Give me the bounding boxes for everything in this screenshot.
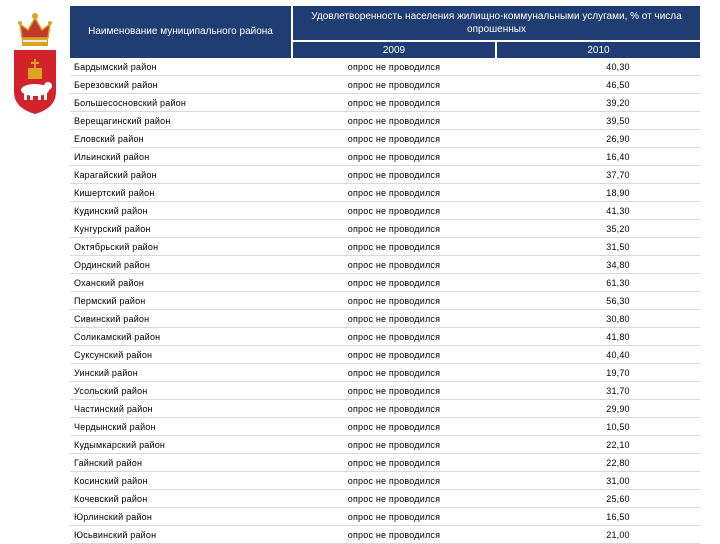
- table-row: [70, 238, 700, 256]
- value-2010: 37,70: [496, 166, 700, 184]
- district-name: Верещагинский район: [70, 112, 292, 130]
- table-body: [70, 58, 700, 544]
- table-row: [70, 58, 700, 76]
- value-2009: опрос не проводился: [292, 472, 496, 490]
- value-2009: опрос не проводился: [292, 256, 496, 274]
- value-2010: 16,40: [496, 148, 700, 166]
- table-row: [70, 472, 700, 490]
- value-2010: 46,50: [496, 76, 700, 94]
- table-row: [70, 184, 700, 202]
- value-2009: опрос не проводился: [292, 76, 496, 94]
- value-2010: 40,40: [496, 346, 700, 364]
- value-2009: опрос не проводился: [292, 508, 496, 526]
- table-row: [70, 166, 700, 184]
- district-name: Оханский район: [70, 274, 292, 292]
- table-row: [70, 400, 700, 418]
- value-2009: опрос не проводился: [292, 436, 496, 454]
- value-2010: 16,50: [496, 508, 700, 526]
- value-2009: опрос не проводился: [292, 274, 496, 292]
- column-header-satisfaction: Удовлетворенность населения жилищно-коммунальными услугами, % от числа опрошенных: [292, 6, 700, 41]
- value-2009: опрос не проводился: [292, 58, 496, 76]
- table-row: [70, 418, 700, 436]
- value-2009: опрос не проводился: [292, 382, 496, 400]
- value-2010: 18,90: [496, 184, 700, 202]
- value-2009: опрос не проводился: [292, 94, 496, 112]
- table-row: [70, 292, 700, 310]
- value-2010: 29,90: [496, 400, 700, 418]
- district-name: Карагайский район: [70, 166, 292, 184]
- value-2009: опрос не проводился: [292, 130, 496, 148]
- value-2010: 41,30: [496, 202, 700, 220]
- column-header-2010: 2010: [496, 41, 700, 58]
- value-2010: 31,00: [496, 472, 700, 490]
- district-name: Ординский район: [70, 256, 292, 274]
- value-2009: опрос не проводился: [292, 220, 496, 238]
- value-2010: 31,70: [496, 382, 700, 400]
- crown-icon: [18, 13, 52, 46]
- district-name: Соликамский район: [70, 328, 292, 346]
- district-name: Кунгурский район: [70, 220, 292, 238]
- table-row: [70, 220, 700, 238]
- district-name: Косинский район: [70, 472, 292, 490]
- district-name: Большесосновский район: [70, 94, 292, 112]
- table-row: [70, 328, 700, 346]
- value-2009: опрос не проводился: [292, 364, 496, 382]
- table-row: [70, 436, 700, 454]
- coat-of-arms-icon: [8, 8, 62, 116]
- value-2010: 61,30: [496, 274, 700, 292]
- value-2010: 35,20: [496, 220, 700, 238]
- value-2009: опрос не проводился: [292, 490, 496, 508]
- value-2010: 40,30: [496, 58, 700, 76]
- district-name: Бардымский район: [70, 58, 292, 76]
- table-row: [70, 454, 700, 472]
- value-2010: 39,50: [496, 112, 700, 130]
- district-name: Усольский район: [70, 382, 292, 400]
- district-name: Суксунский район: [70, 346, 292, 364]
- district-name: Сивинский район: [70, 310, 292, 328]
- district-name: Еловский район: [70, 130, 292, 148]
- value-2010: 31,50: [496, 238, 700, 256]
- table-row: [70, 490, 700, 508]
- value-2010: 56,30: [496, 292, 700, 310]
- table-row: [70, 148, 700, 166]
- value-2010: 25,60: [496, 490, 700, 508]
- district-name: Уинский район: [70, 364, 292, 382]
- district-name: Чердынский район: [70, 418, 292, 436]
- value-2009: опрос не проводился: [292, 112, 496, 130]
- district-name: Березовский район: [70, 76, 292, 94]
- value-2009: опрос не проводился: [292, 310, 496, 328]
- value-2010: 22,10: [496, 436, 700, 454]
- table-row: [70, 94, 700, 112]
- value-2010: 39,20: [496, 94, 700, 112]
- value-2009: опрос не проводился: [292, 346, 496, 364]
- column-header-district: Наименование муниципального района: [70, 6, 292, 58]
- table-row: [70, 526, 700, 544]
- value-2009: опрос не проводился: [292, 418, 496, 436]
- value-2010: 41,80: [496, 328, 700, 346]
- table-row: [70, 382, 700, 400]
- value-2010: 30,80: [496, 310, 700, 328]
- district-name: Юрлинский район: [70, 508, 292, 526]
- column-header-2009: 2009: [292, 41, 496, 58]
- table-row: [70, 130, 700, 148]
- table-row: [70, 112, 700, 130]
- value-2010: 21,00: [496, 526, 700, 544]
- value-2010: 34,80: [496, 256, 700, 274]
- district-name: Октябрьский район: [70, 238, 292, 256]
- value-2009: опрос не проводился: [292, 292, 496, 310]
- table-row: [70, 364, 700, 382]
- value-2009: опрос не проводился: [292, 166, 496, 184]
- value-2009: опрос не проводился: [292, 400, 496, 418]
- district-name: Кочевский район: [70, 490, 292, 508]
- district-name: Кудымкарский район: [70, 436, 292, 454]
- table-row: [70, 256, 700, 274]
- value-2009: опрос не проводился: [292, 238, 496, 256]
- district-name: Гайнский район: [70, 454, 292, 472]
- table-row: [70, 310, 700, 328]
- district-name: Частинский район: [70, 400, 292, 418]
- table-row: [70, 346, 700, 364]
- value-2009: опрос не проводился: [292, 328, 496, 346]
- table-row: [70, 508, 700, 526]
- district-name: Юсьвинский район: [70, 526, 292, 544]
- value-2009: опрос не проводился: [292, 526, 496, 544]
- district-name: Пермский район: [70, 292, 292, 310]
- value-2010: 22,80: [496, 454, 700, 472]
- value-2010: 26,90: [496, 130, 700, 148]
- table-row: [70, 202, 700, 220]
- table-row: [70, 76, 700, 94]
- value-2009: опрос не проводился: [292, 202, 496, 220]
- satisfaction-table: [70, 6, 700, 544]
- district-name: Ильинский район: [70, 148, 292, 166]
- table-row: [70, 274, 700, 292]
- value-2009: опрос не проводился: [292, 184, 496, 202]
- value-2009: опрос не проводился: [292, 148, 496, 166]
- value-2009: опрос не проводился: [292, 454, 496, 472]
- district-name: Кишертский район: [70, 184, 292, 202]
- district-name: Кудинский район: [70, 202, 292, 220]
- value-2010: 19,70: [496, 364, 700, 382]
- value-2010: 10,50: [496, 418, 700, 436]
